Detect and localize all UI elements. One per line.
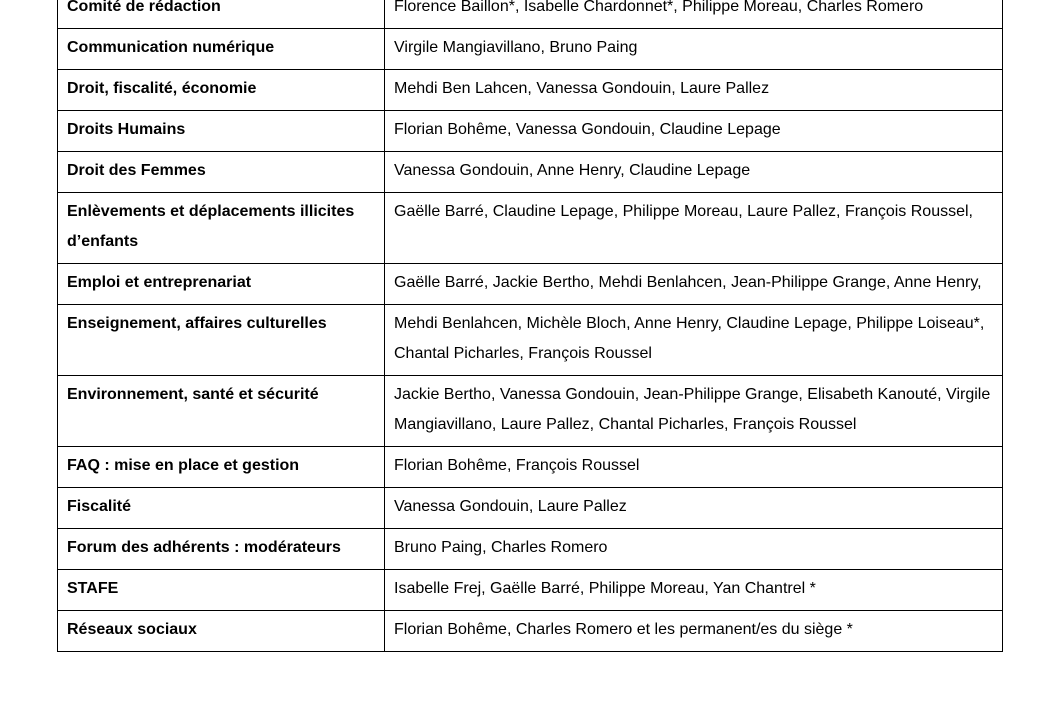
members-cell: Virgile Mangiavillano, Bruno Paing	[385, 29, 1003, 70]
table-row	[58, 305, 1003, 376]
topic-cell: Emploi et entreprenariat	[58, 264, 385, 305]
topic-cell: Droit, fiscalité, économie	[58, 70, 385, 111]
members-cell: Vanessa Gondouin, Anne Henry, Claudine Lepage	[385, 152, 1003, 193]
topic-cell: FAQ : mise en place et gestion	[58, 447, 385, 488]
members-cell: Florian Bohême, François Roussel	[385, 447, 1003, 488]
members-cell: Vanessa Gondouin, Laure Pallez	[385, 488, 1003, 529]
members-cell: Mehdi Benlahcen, Michèle Bloch, Anne Henry, Claudine Lepage, Philippe Loiseau*, Chantal Picharles, François Roussel	[385, 305, 1003, 376]
topic-cell: Forum des adhérents : modérateurs	[58, 529, 385, 570]
members-cell: Gaëlle Barré, Claudine Lepage, Philippe Moreau, Laure Pallez, François Roussel,	[385, 193, 1003, 264]
table-row	[58, 529, 1003, 570]
table-row	[58, 70, 1003, 111]
table-row	[58, 611, 1003, 652]
table-row	[58, 0, 1003, 29]
members-cell: Bruno Paing, Charles Romero	[385, 529, 1003, 570]
members-cell: Florian Bohême, Vanessa Gondouin, Claudine Lepage	[385, 111, 1003, 152]
topic-cell: Comité de rédaction	[58, 0, 385, 29]
table-row	[58, 264, 1003, 305]
table-row	[58, 111, 1003, 152]
topic-cell: Fiscalité	[58, 488, 385, 529]
table-row	[58, 376, 1003, 447]
topic-cell: Droit des Femmes	[58, 152, 385, 193]
topic-cell: STAFE	[58, 570, 385, 611]
members-cell: Jackie Bertho, Vanessa Gondouin, Jean-Philippe Grange, Elisabeth Kanouté, Virgile Mangiavillano, Laure Pallez, Chantal Picharles, François Roussel	[385, 376, 1003, 447]
members-cell: Florence Baillon*, Isabelle Chardonnet*, Philippe Moreau, Charles Romero	[385, 0, 1003, 29]
table-row	[58, 193, 1003, 264]
topic-cell: Réseaux sociaux	[58, 611, 385, 652]
topic-cell: Environnement, santé et sécurité	[58, 376, 385, 447]
table-row	[58, 29, 1003, 70]
table-row	[58, 447, 1003, 488]
topic-cell: Enlèvements et déplacements illicites d’enfants	[58, 193, 385, 264]
table-row	[58, 488, 1003, 529]
members-cell: Florian Bohême, Charles Romero et les permanent/es du siège *	[385, 611, 1003, 652]
topic-cell: Communication numérique	[58, 29, 385, 70]
members-cell: Isabelle Frej, Gaëlle Barré, Philippe Moreau, Yan Chantrel *	[385, 570, 1003, 611]
members-cell: Mehdi Ben Lahcen, Vanessa Gondouin, Laure Pallez	[385, 70, 1003, 111]
table-row	[58, 152, 1003, 193]
topic-cell: Droits Humains	[58, 111, 385, 152]
topic-cell: Enseignement, affaires culturelles	[58, 305, 385, 376]
members-cell: Gaëlle Barré, Jackie Bertho, Mehdi Benlahcen, Jean-Philippe Grange, Anne Henry,	[385, 264, 1003, 305]
table-row	[58, 570, 1003, 611]
commissions-table	[57, 0, 1003, 652]
